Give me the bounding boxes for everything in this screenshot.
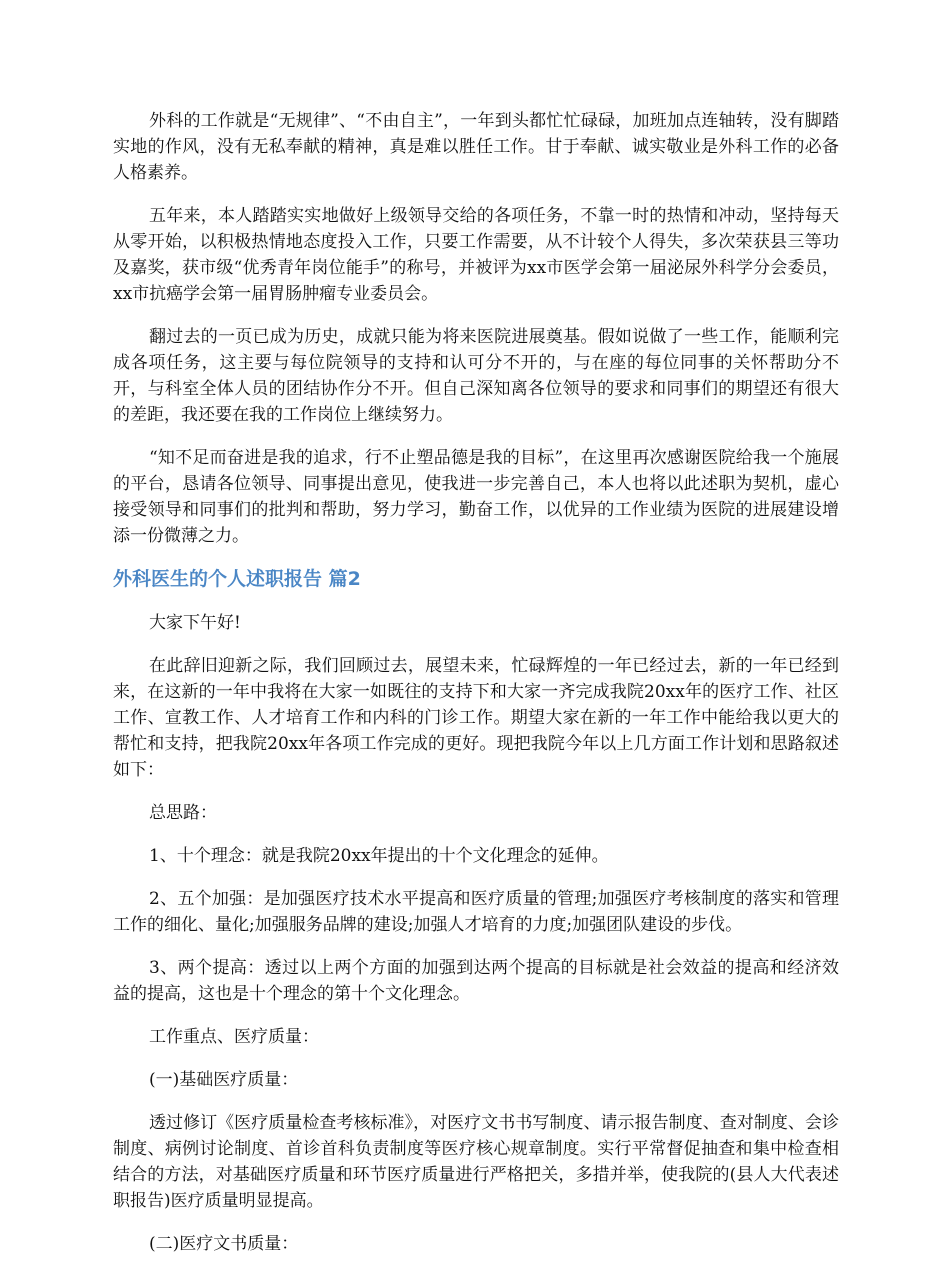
paragraph: 五年来，本人踏踏实实地做好上级领导交给的各项任务，不靠一时的热情和冲动，坚持每天从零开始，以积极热情地态度投入工作，只要工作需要，从不计较个人得失，多次荣获县三等功及嘉奖，获市级“优秀青年岗位能手”的称号，并被评为xx市医学会第一届泌尿外科学分会委员，xx市抗癌学会第一届胃肠肿瘤专业委员会。	[113, 206, 839, 304]
paragraph: 在此辞旧迎新之际，我们回顾过去，展望未来，忙碌辉煌的一年已经过去，新的一年已经到来，在这新的一年中我将在大家一如既往的支持下和大家一齐完成我院20xx年的医疗工作、社区工作、宣教工作、人才培育工作和内科的门诊工作。期望大家在新的一年工作中能给我以更大的帮忙和支持，把我院20xx年各项工作完成的更好。现把我院今年以上几方面工作计划和思路叙述如下：	[113, 656, 839, 780]
paragraph: 透过修订《医疗质量检查考核标准》，对医疗文书书写制度、请示报告制度、查对制度、会诊制度、病例讨论制度、首诊首科负责制度等医疗核心规章制度。实行平常督促抽查和集中检查相结合的方法，对基础医疗质量和环节医疗质量进行严格把关，多措并举，使我院的(县人大代表述职报告)医疗质量明显提高。	[113, 1113, 839, 1211]
paragraph: (一)基础医疗质量：	[149, 1070, 299, 1090]
paragraph: (二)医疗文书质量：	[149, 1234, 299, 1254]
document-body	[113, 108, 839, 1274]
paragraph: 翻过去的一页已成为历史，成就只能为将来医院进展奠基。假如说做了一些工作，能顺利完成各项任务，这主要与每位院领导的支持和认可分不开的，与在座的每位同事的关怀帮助分不开，与科室全体人员的团结协作分不开。但自己深知离各位领导的要求和同事们的期望还有很大的差距，我还要在我的工作岗位上继续努力。	[113, 327, 839, 425]
section-heading: 外科医生的个人述职报告 篇2	[113, 568, 361, 590]
paragraph: 总思路：	[149, 803, 217, 823]
paragraph: 2、五个加强：是加强医疗技术水平提高和医疗质量的管理;加强医疗考核制度的落实和管理工作的细化、量化;加强服务品牌的建设;加强人才培育的力度;加强团队建设的步伐。	[113, 889, 839, 935]
paragraph: 3、两个提高：透过以上两个方面的加强到达两个提高的目标就是社会效益的提高和经济效益的提高，这也是十个理念的第十个文化理念。	[113, 958, 839, 1004]
paragraph: “知不足而奋进是我的追求，行不止塑品德是我的目标”，在这里再次感谢医院给我一个施展的平台，恳请各位领导、同事提出意见，使我进一步完善自己，本人也将以此述职为契机，虚心接受领导和同事们的批判和帮助，努力学习，勤奋工作，以优异的工作业绩为医院的进展建设增添一份微薄之力。	[113, 448, 839, 546]
paragraph: 大家下午好!	[149, 613, 241, 633]
paragraph: 工作重点、医疗质量：	[149, 1027, 319, 1047]
paragraph: 外科的工作就是“无规律”、“不由自主”，一年到头都忙忙碌碌，加班加点连轴转，没有脚踏实地的作风，没有无私奉献的精神，真是难以胜任工作。甘于奉献、诚实敬业是外科工作的必备人格素养。	[113, 111, 839, 183]
paragraph: 1、十个理念：就是我院20xx年提出的十个文化理念的延伸。	[149, 846, 609, 866]
